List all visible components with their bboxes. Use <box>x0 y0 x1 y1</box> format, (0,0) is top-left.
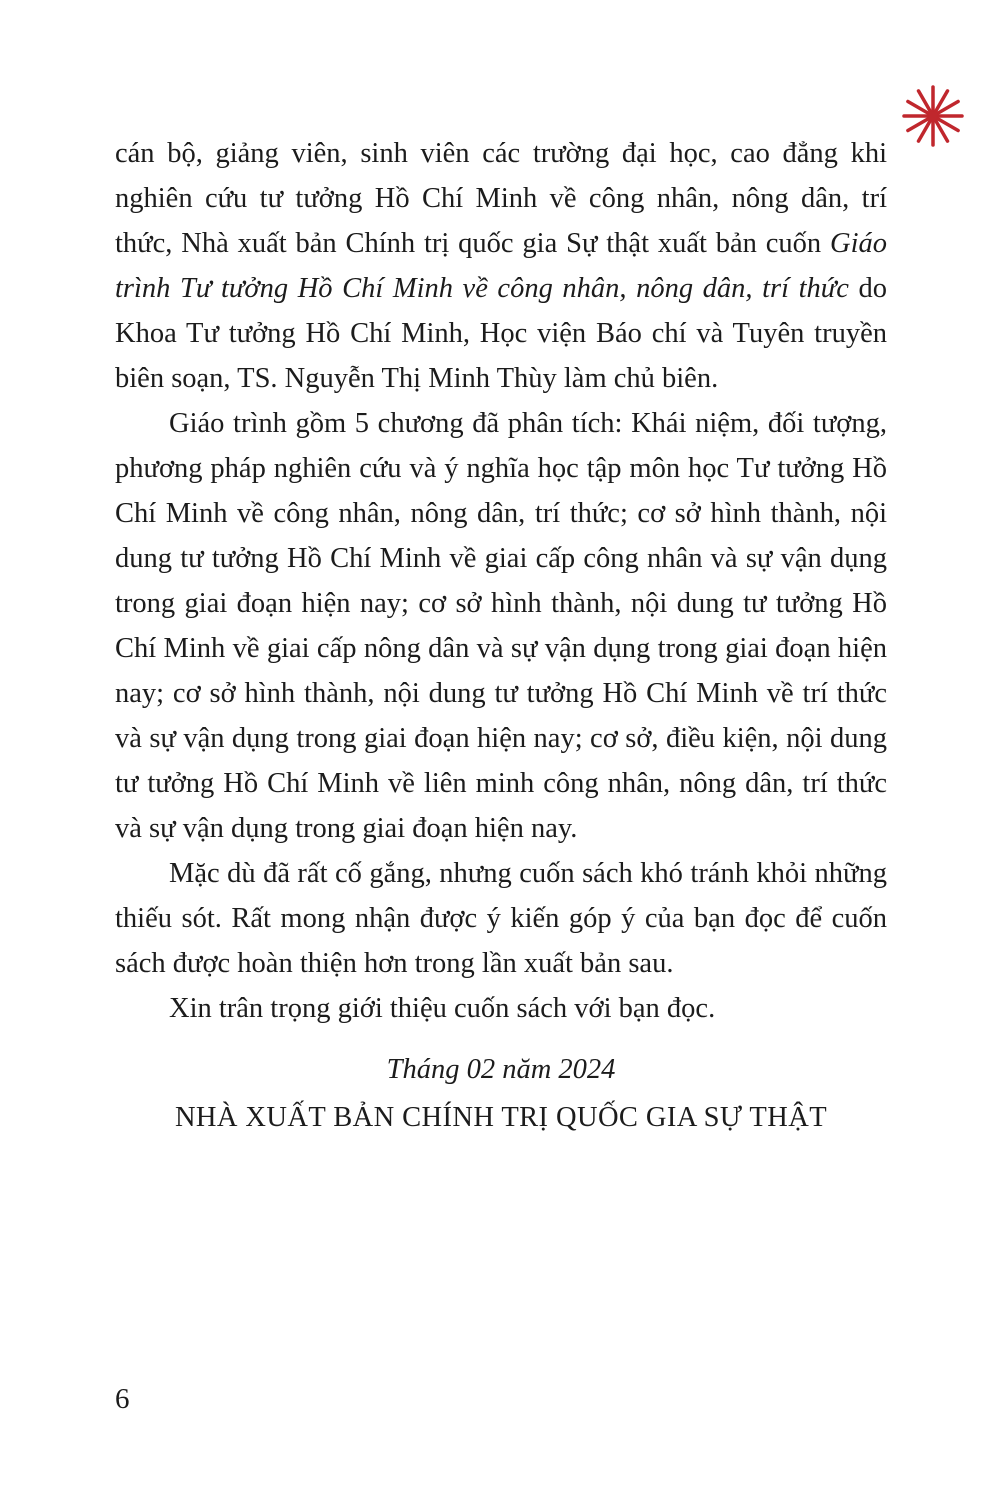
paragraph-1-run-1: cán bộ, giảng viên, sinh viên các trường đại học, cao đẳng khi nghiên cứu tư tưởng Hồ Chí Minh về công nhân, nông dân, trí thức, Nhà xuất bản Chính trị quốc gia Sự thật xuất bản cuốn <box>115 138 887 259</box>
paragraph-4: Xin trân trọng giới thiệu cuốn sách với bạn đọc. <box>169 993 716 1024</box>
paragraph-2: Giáo trình gồm 5 chương đã phân tích: Khái niệm, đối tượng, phương pháp nghiên cứu và ý nghĩa học tập môn học Tư tưởng Hồ Chí Minh về công nhân, nông dân, trí thức; cơ sở hình thành, nội dung tư tưởng Hồ Chí Minh về giai cấp công nhân và sự vận dụng trong giai đoạn hiện nay; cơ sở hình thành, nội dung tư tưởng Hồ Chí Minh về giai cấp nông dân và sự vận dụng trong giai đoạn hiện nay; cơ sở hình thành, nội dung tư tưởng Hồ Chí Minh về trí thức và sự vận dụng trong giai đoạn hiện nay; cơ sở, điều kiện, nội dung tư tưởng Hồ Chí Minh về liên minh công nhân, nông dân, trí thức và sự vận dụng trong giai đoạn hiện nay. <box>115 408 887 844</box>
text-block <box>115 131 887 1143</box>
paragraph-3: Mặc dù đã rất cố gắng, nhưng cuốn sách khó tránh khỏi những thiếu sót. Rất mong nhận được ý kiến góp ý của bạn đọc để cuốn sách được hoàn thiện hơn trong lần xuất bản sau. <box>115 858 887 979</box>
paragraph-1 <box>115 131 887 401</box>
publisher-line: NHÀ XUẤT BẢN CHÍNH TRỊ QUỐC GIA SỰ THẬT <box>174 1102 828 1133</box>
book-title-italic: Giáo trình Tư tưởng Hồ Chí Minh về công nhân, nông dân, trí thức <box>115 228 887 304</box>
paragraph-1-run-3: do Khoa Tư tưởng Hồ Chí Minh, Học viện Báo chí và Tuyên truyền biên soạn, TS. Nguyễn Thị Minh Thùy làm chủ biên. <box>115 273 888 394</box>
page-number: 6 <box>115 1383 130 1415</box>
date-line: Tháng 02 năm 2024 <box>386 1054 616 1085</box>
publisher-emblem-icon <box>900 84 966 148</box>
